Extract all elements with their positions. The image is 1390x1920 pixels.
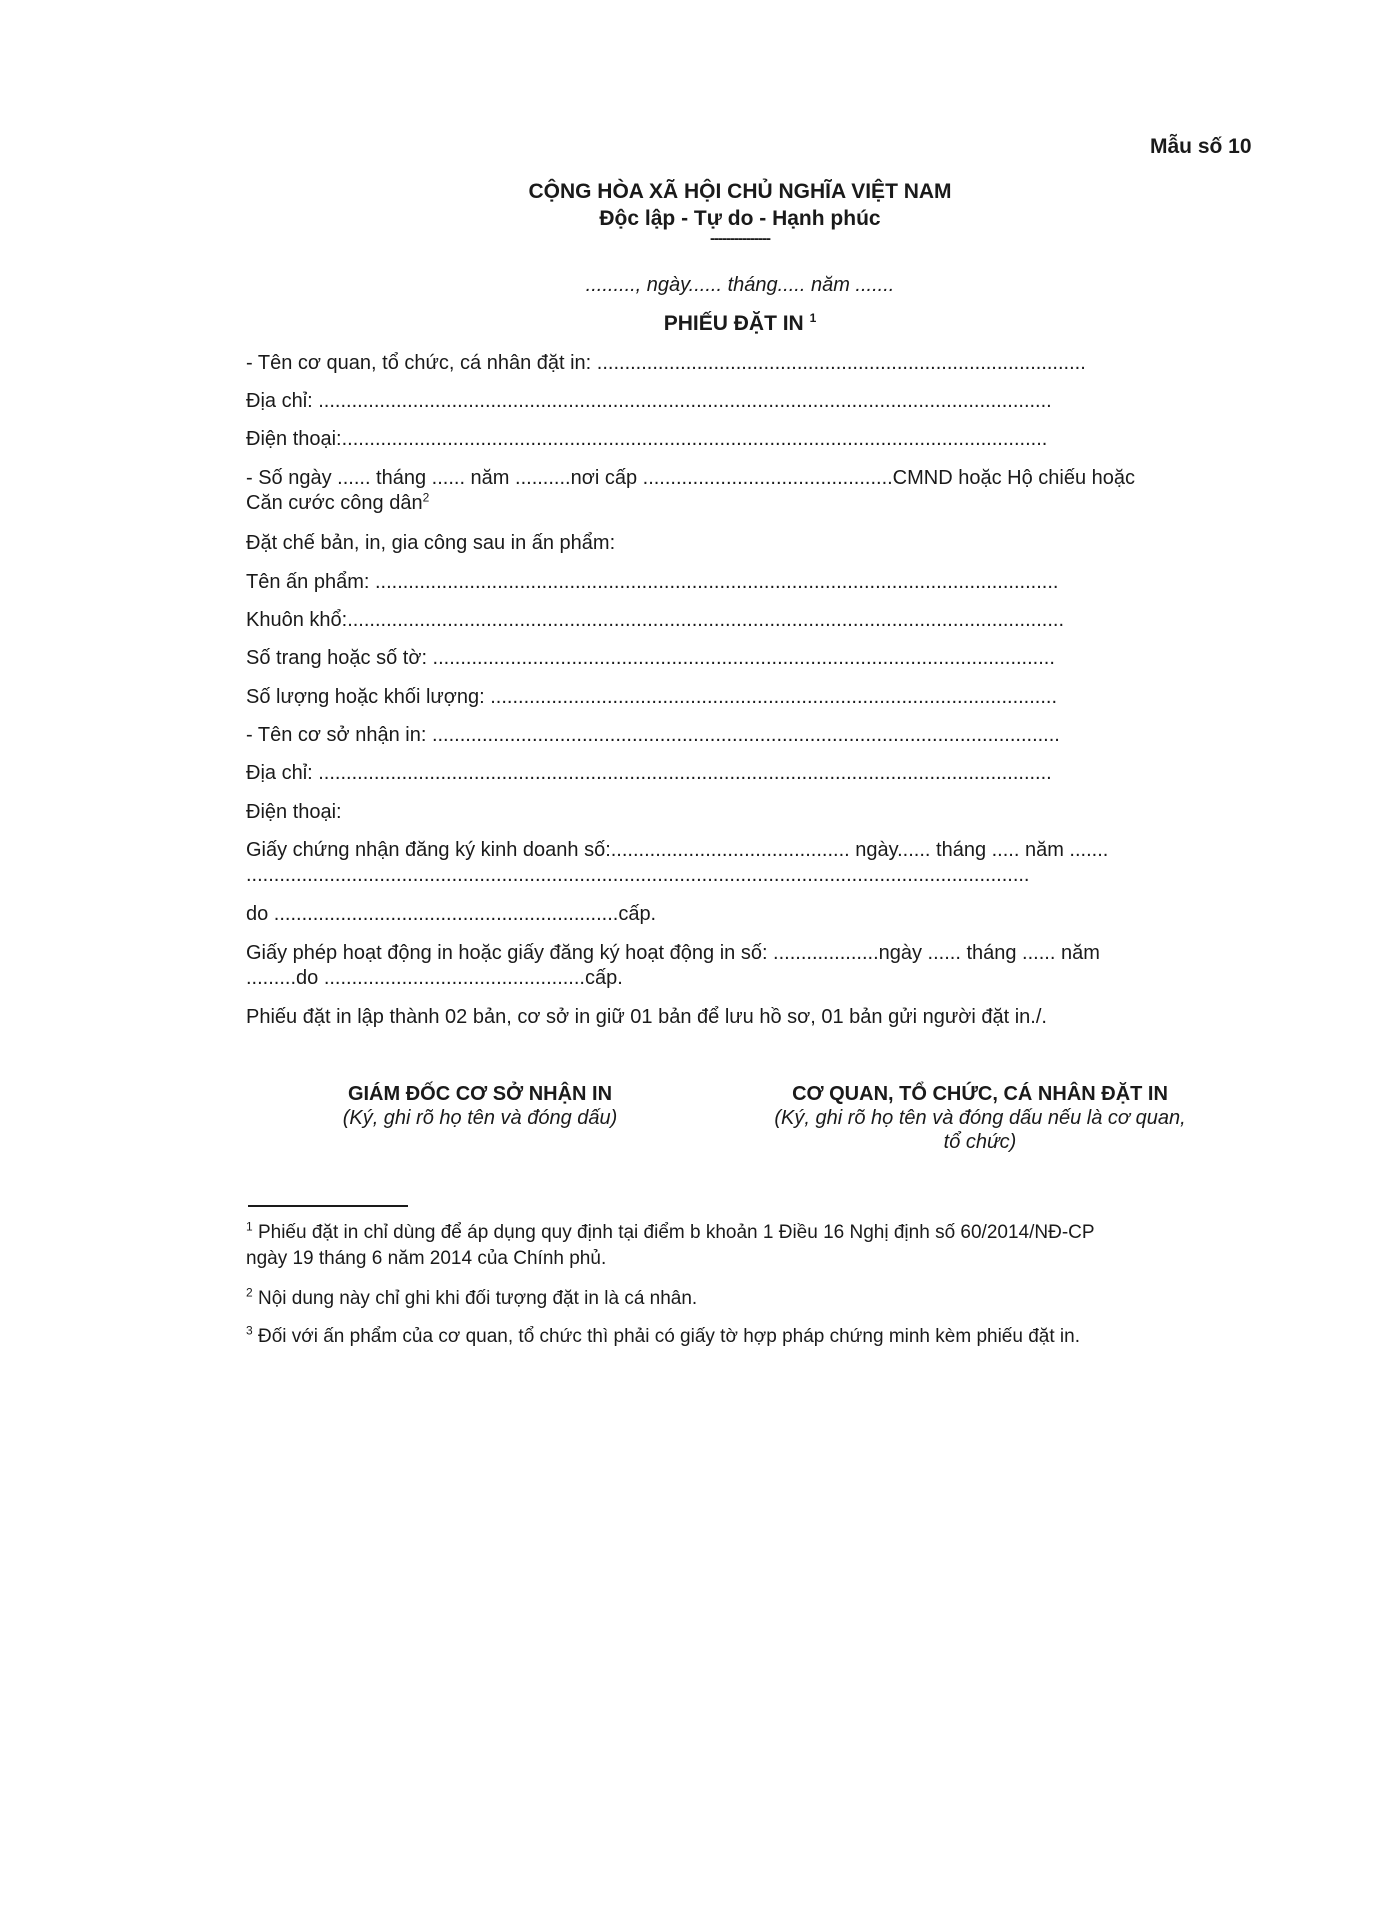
field-printer-address: Địa chỉ: .................................................................................................................................... — [246, 762, 1052, 784]
footnote-1 — [246, 1220, 1095, 1272]
signature-orderer-note-1: (Ký, ghi rõ họ tên và đóng dấu nếu là cơ quan, — [774, 1107, 1186, 1129]
field-quantity: Số lượng hoặc khối lượng: ...................................................................................................... — [246, 686, 1058, 708]
signature-printer — [270, 1083, 690, 1130]
field-copies-note: Phiếu đặt in lập thành 02 bản, cơ sở in giữ 01 bản để lưu hồ sơ, 01 bản gửi người đặt in./. — [246, 1006, 1047, 1028]
field-printing-permit: Giấy phép hoạt động in hoặc giấy đăng ký hoạt động in số: ...................ngày ...... tháng ...... năm — [246, 942, 1100, 964]
signature-orderer — [720, 1083, 1240, 1154]
footnote-3-mark: 3 — [246, 1323, 253, 1338]
footnote-2 — [246, 1286, 697, 1312]
title-text: PHIẾU ĐẶT IN — [663, 312, 804, 335]
field-id-issue: - Số ngày ...... tháng ...... năm ..........nơi cấp .............................................CMND hoặc Hộ chiếu hoặc — [246, 467, 1136, 489]
field-footnote-mark: 2 — [422, 490, 430, 505]
signature-orderer-note-2: tổ chức) — [943, 1131, 1017, 1153]
field-order-scope: Đặt chế bản, in, gia công sau in ấn phẩm: — [246, 532, 616, 554]
footnote-3 — [246, 1324, 1080, 1350]
field-orderer-name: - Tên cơ quan, tổ chức, cá nhân đặt in: ........................................................................................ — [246, 352, 1086, 374]
header-separator: --------------- — [710, 230, 770, 247]
footnote-1-text: Phiếu đặt in chỉ dùng để áp dụng quy định tại điểm b khoản 1 Điều 16 Nghị định số 60/2014/NĐ-CP — [257, 1222, 1095, 1243]
footnote-2-text: Nội dung này chỉ ghi khi đối tượng đặt in là cá nhân. — [257, 1288, 698, 1309]
footnote-1-mark: 1 — [246, 1219, 253, 1234]
field-publication-name: Tên ấn phẩm: ........................................................................................................................... — [246, 571, 1059, 593]
document-title — [520, 312, 960, 336]
field-printer-name: - Tên cơ sở nhận in: ................................................................................................................. — [246, 724, 1060, 746]
footnote-divider — [248, 1205, 408, 1207]
field-orderer-address: Địa chỉ: .................................................................................................................................... — [246, 390, 1052, 412]
field-business-license-issuer: do ..............................................................cấp. — [246, 903, 657, 925]
field-id-type — [246, 492, 429, 515]
footnote-1-text-cont: ngày 19 tháng 6 năm 2014 của Chính phủ. — [246, 1248, 607, 1269]
title-footnote-mark: 1 — [809, 311, 817, 325]
signature-orderer-title: CƠ QUAN, TỔ CHỨC, CÁ NHÂN ĐẶT IN — [792, 1083, 1168, 1105]
field-printing-permit-issuer: .........do ...............................................cấp. — [246, 967, 623, 989]
field-format: Khuôn khổ:................................................................................................................................. — [246, 609, 1064, 631]
footnote-3-text: Đối với ấn phẩm của cơ quan, tổ chức thì phải có giấy tờ hợp pháp chứng minh kèm phiếu đặt in. — [257, 1326, 1080, 1347]
field-business-license: Giấy chứng nhận đăng ký kinh doanh số:........................................... ngày...... tháng ..... năm ....... — [246, 839, 1109, 861]
date-line: ........., ngày...... tháng..... năm ....... — [585, 274, 895, 296]
field-business-license-cont: ............................................................................................................................................. — [246, 864, 1030, 886]
national-motto: Độc lập - Tự do - Hạnh phúc — [599, 207, 881, 230]
signature-printer-note: (Ký, ghi rõ họ tên và đóng dấu) — [342, 1107, 618, 1129]
field-page-count: Số trang hoặc số tờ: ................................................................................................................ — [246, 647, 1055, 669]
form-number: Mẫu số 10 — [1150, 135, 1252, 158]
country-name: CỘNG HÒA XÃ HỘI CHỦ NGHĨA VIỆT NAM — [528, 180, 952, 203]
signature-printer-title: GIÁM ĐỐC CƠ SỞ NHẬN IN — [347, 1083, 613, 1105]
field-orderer-phone: Điện thoại:............................................................................................................................... — [246, 428, 1048, 450]
field-printer-phone: Điện thoại: — [246, 801, 342, 823]
footnote-2-mark: 2 — [246, 1285, 253, 1300]
field-id-type-text: Căn cước công dân — [246, 492, 423, 514]
